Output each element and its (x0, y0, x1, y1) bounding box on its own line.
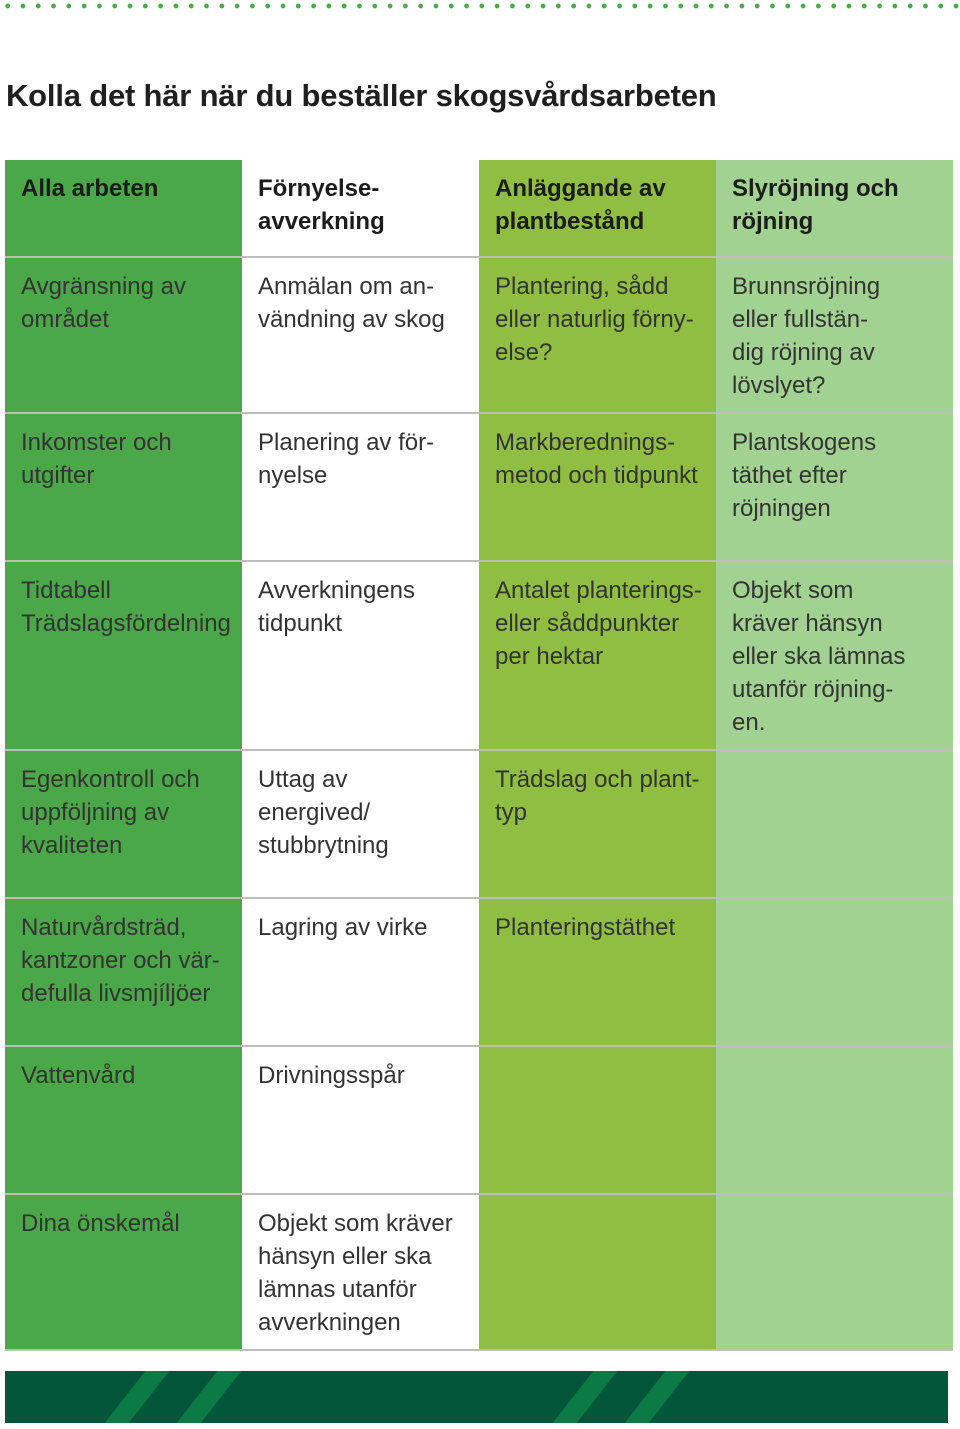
footer-stripe (177, 1371, 242, 1423)
table-cell: Trädslag och plant- typ (479, 750, 716, 898)
table-cell: Plantering, sådd eller naturlig förny- else? (479, 257, 716, 413)
table-cell (479, 1194, 716, 1350)
table-cell: Uttag av energived/ stubbrytning (242, 750, 479, 898)
table-cell: Anmälan om an- vändning av skog (242, 257, 479, 413)
dotted-top-border (0, 0, 960, 12)
table-cell: Tidtabell Trädslagsfördelning (5, 561, 242, 750)
footer-stripe (105, 1371, 170, 1423)
table-cell: Planteringstäthet (479, 898, 716, 1046)
table-cell: Markberednings- metod och tidpunkt (479, 413, 716, 561)
table-cell (716, 750, 953, 898)
table-row (5, 257, 953, 413)
table-cell (716, 1046, 953, 1194)
checklist-table (5, 160, 953, 1351)
table-cell: Avverkningens tidpunkt (242, 561, 479, 750)
table-cell: Lagring av virke (242, 898, 479, 1046)
table-cell: Plantskogens täthet efter röjningen (716, 413, 953, 561)
table-row (5, 1194, 953, 1350)
table-row (5, 898, 953, 1046)
table-cell: Planering av för- nyelse (242, 413, 479, 561)
table-row (5, 561, 953, 750)
table-cell: Dina önskemål (5, 1194, 242, 1350)
table-cell (479, 1046, 716, 1194)
table-row (5, 1046, 953, 1194)
table-cell: Objekt som kräver hänsyn eller ska lämnas utanför avverkningen (242, 1194, 479, 1350)
header-cell: Anläggande av plantbestånd (479, 160, 716, 257)
table-cell (716, 1194, 953, 1350)
table-row (5, 750, 953, 898)
table-cell: Drivningsspår (242, 1046, 479, 1194)
header-cell: Förnyelse- avverkning (242, 160, 479, 257)
table-cell: Brunnsröjning eller fullstän- dig röjning av lövslyet? (716, 257, 953, 413)
table-cell: Inkomster och utgifter (5, 413, 242, 561)
footer-stripe (553, 1371, 618, 1423)
table-cell: Objekt som kräver hänsyn eller ska lämnas utanför röjning- en. (716, 561, 953, 750)
table-cell: Avgränsning av området (5, 257, 242, 413)
page-title: Kolla det här när du beställer skogsvårdsarbeten (6, 78, 717, 113)
footer-stripe (625, 1371, 690, 1423)
header-cell: Alla arbeten (5, 160, 242, 257)
footer-decorative-band (5, 1371, 948, 1423)
table-cell: Naturvårdsträd, kantzoner och vär- defulla livsmjíljöer (5, 898, 242, 1046)
header-row (5, 160, 953, 257)
table-cell: Vattenvård (5, 1046, 242, 1194)
header-cell: Slyröjning och röjning (716, 160, 953, 257)
table-cell: Egenkontroll och uppföljning av kvaliteten (5, 750, 242, 898)
table-cell (716, 898, 953, 1046)
table-row (5, 413, 953, 561)
table-cell: Antalet planterings- eller såddpunkter per hektar (479, 561, 716, 750)
